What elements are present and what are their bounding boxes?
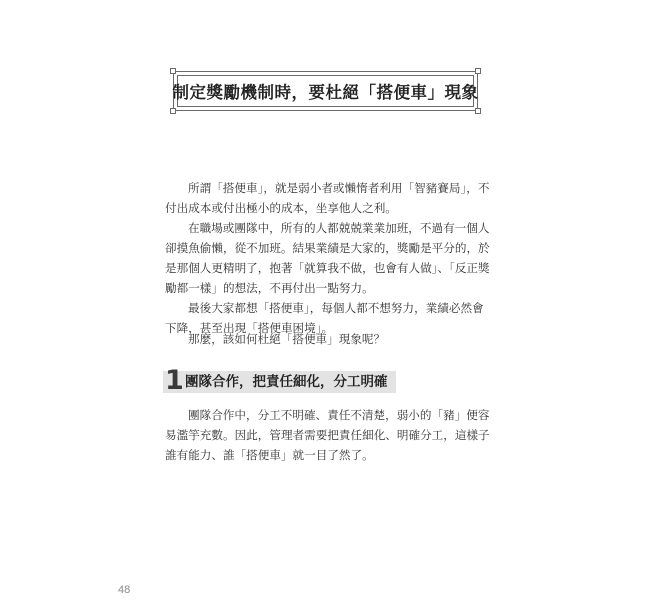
section-title: 團隊合作，把責任細化，分工明確	[185, 374, 388, 390]
paragraph-4: 那麼，該如何杜絕「搭便車」現象呢？	[188, 332, 386, 346]
section-number: 1	[165, 365, 184, 396]
page-title: 制定獎勵機制時，要杜絕「搭便車」現象	[172, 83, 479, 102]
section-body: 團隊合作中，分工不明確、責任不清楚，弱小的「豬」便容易濫竽充數。因此，管理者需要把責任細化、明確分工，這樣子誰有能力、誰「搭便車」就一目了然了。	[165, 408, 490, 462]
section-heading	[163, 365, 396, 396]
title-frame	[173, 71, 478, 111]
paragraph-1: 所謂「搭便車」，就是弱小者或懶惰者利用「智豬賽局」，不付出成本或付出極小的成本，坐享他人之利。	[165, 181, 490, 215]
paragraph-2: 在職場或團隊中，所有的人都兢兢業業加班，不過有一個人卻摸魚偷懶，從不加班。結果業績是大家的，獎勵是平分的，於是那個人更精明了，抱著「就算我不做，也會有人做」、「反正獎勵都一樣」的想法，不再付出一點努力。	[165, 221, 490, 295]
paragraph-3: 最後大家都想「搭便車」，每個人都不想努力，業績必然會下降，甚至出現「搭便車困境」。	[165, 301, 484, 335]
page-number: 48	[118, 584, 131, 596]
